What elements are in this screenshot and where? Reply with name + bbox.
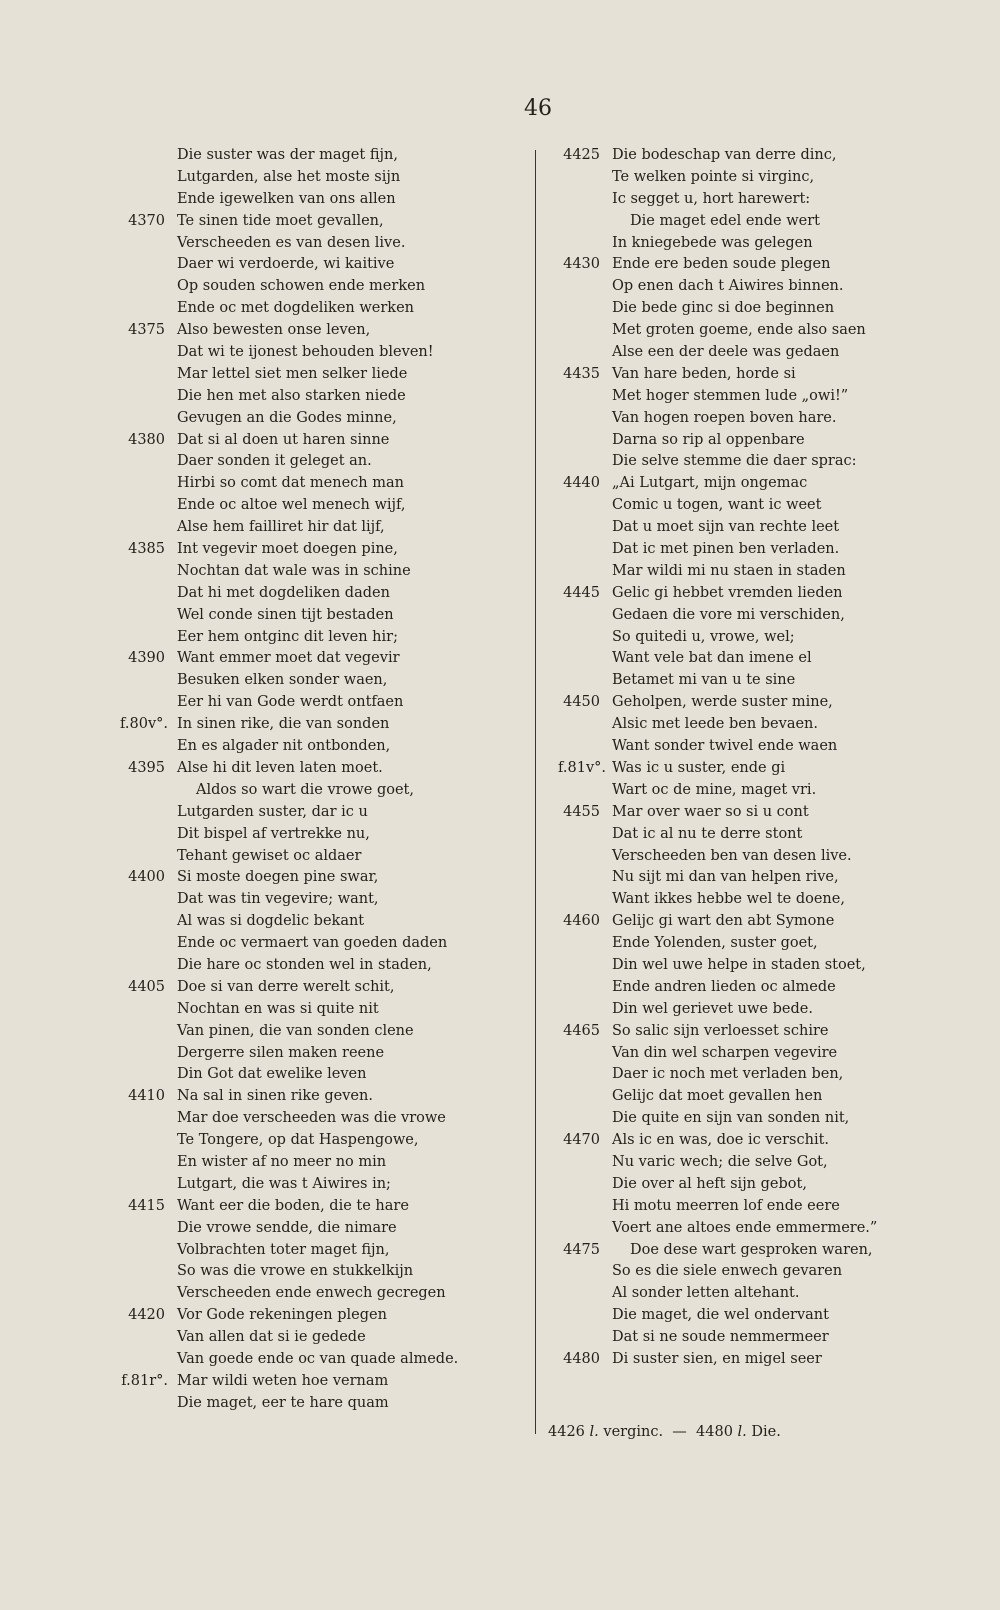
verse-line (100, 320, 500, 342)
verse-text: So es die siele enwech gevaren (612, 1263, 843, 1280)
verse-text: Comic u togen, want ic weet (612, 497, 822, 514)
verse-text: So salic sijn verloesset schire (612, 1022, 829, 1039)
verse-line (100, 605, 500, 627)
verse-text: Dat was tin vegevire; want, (177, 891, 379, 908)
verse-line (530, 933, 960, 955)
verse-text: Gelijc dat moet gevallen hen (612, 1088, 823, 1105)
verse-line (530, 561, 960, 583)
verse-number: 4390 (128, 650, 165, 667)
verse-line (100, 714, 500, 736)
verse-text: Lutgart, die was t Aiwires in; (177, 1175, 391, 1192)
verse-number: 4470 (563, 1132, 600, 1149)
verse-text: Aldos so wart die vrowe goet, (196, 781, 414, 798)
verse-line (530, 889, 960, 911)
verse-line (530, 364, 960, 386)
verse-line (530, 1283, 960, 1305)
verse-line (100, 999, 500, 1021)
verse-text: Want sonder twivel ende waen (612, 738, 838, 755)
verse-line (100, 1393, 500, 1415)
verse-line (530, 692, 960, 714)
verse-line (100, 1152, 500, 1174)
verse-line (100, 451, 500, 473)
verse-text: Mar wildi mi nu staen in staden (612, 562, 846, 579)
verse-line (100, 1196, 500, 1218)
verse-line (530, 824, 960, 846)
verse-text: Dit bispel af vertrekke nu, (177, 825, 370, 842)
verse-text: Verscheeden ende enwech gecregen (177, 1285, 446, 1302)
verse-text: Al sonder letten altehant. (612, 1285, 800, 1302)
verse-line (100, 233, 500, 255)
verse-text: Na sal in sinen rike geven. (177, 1088, 373, 1105)
verse-text: Nu varic wech; die selve Got, (612, 1153, 828, 1170)
verse-line (530, 714, 960, 736)
verse-number: 4395 (128, 759, 165, 776)
verse-text: Op souden schowen ende merken (177, 278, 426, 295)
verse-line (530, 955, 960, 977)
verse-line (100, 561, 500, 583)
verse-line (100, 1174, 500, 1196)
verse-line (100, 846, 500, 868)
verse-text: Daer ic noch met verladen ben, (612, 1066, 844, 1083)
verse-text: Dat ic met pinen ben verladen. (612, 541, 840, 558)
verse-text: Lutgarden, alse het moste sijn (177, 168, 401, 185)
verse-text: Vor Gode rekeningen plegen (177, 1307, 387, 1324)
verse-line (100, 145, 500, 167)
verse-line (100, 1218, 500, 1240)
verse-text: Want vele bat dan imene el (612, 650, 812, 667)
footnote (548, 1424, 781, 1440)
verse-text: Ende Yolenden, suster goet, (612, 935, 818, 952)
verse-line (530, 451, 960, 473)
verse-line (100, 933, 500, 955)
verse-line (530, 1261, 960, 1283)
verse-line (530, 167, 960, 189)
left-verse-column (100, 145, 500, 1415)
verse-text: Van hare beden, horde si (612, 365, 796, 382)
verse-text: Ende oc altoe wel menech wijf, (177, 497, 406, 514)
verse-line (100, 1108, 500, 1130)
folio-marker: f.81r°. (121, 1372, 168, 1389)
verse-text: Van pinen, die van sonden clene (177, 1022, 414, 1039)
verse-text: Din wel uwe helpe in staden stoet, (612, 956, 866, 973)
verse-text: Ende andren lieden oc almede (612, 978, 836, 995)
verse-line (530, 145, 960, 167)
verse-line (100, 627, 500, 649)
folio-marker: f.81v°. (558, 759, 606, 776)
verse-text: Din wel gerievet uwe bede. (612, 1000, 813, 1017)
verse-line (530, 495, 960, 517)
verse-text: Van allen dat si ie gedede (177, 1329, 366, 1346)
verse-number: 4445 (563, 584, 600, 601)
verse-line (530, 539, 960, 561)
verse-text: Eer hem ontginc dit leven hir; (177, 628, 398, 645)
verse-text: Mar wildi weten hoe vernam (177, 1372, 389, 1389)
verse-text: Die bede ginc si doe beginnen (612, 300, 835, 317)
verse-line (100, 889, 500, 911)
verse-line (100, 1086, 500, 1108)
footnote-line-number-1: 4426 (548, 1424, 585, 1440)
verse-line (100, 1240, 500, 1262)
verse-line (100, 211, 500, 233)
verse-number: 4430 (563, 256, 600, 273)
verse-text: Want eer die boden, die te hare (177, 1197, 409, 1214)
verse-text: In sinen rike, die van sonden (177, 716, 390, 733)
verse-number: 4375 (128, 322, 165, 339)
footnote-lees-1: l. (589, 1424, 599, 1440)
verse-text: Ende igewelken van ons allen (177, 190, 396, 207)
verse-line (530, 1043, 960, 1065)
verse-line (100, 342, 500, 364)
verse-line (530, 1196, 960, 1218)
verse-line (530, 1240, 960, 1262)
verse-number: 4380 (128, 431, 165, 448)
verse-text: Besuken elken sonder waen, (177, 672, 388, 689)
verse-text: Ende oc met dogdeliken werken (177, 300, 414, 317)
verse-line (100, 167, 500, 189)
verse-text: Van din wel scharpen vegevire (612, 1044, 838, 1061)
verse-text: Daer sonden it geleget an. (177, 453, 372, 470)
verse-line (100, 539, 500, 561)
verse-text: Was ic u suster, ende gi (612, 759, 786, 776)
verse-line (100, 189, 500, 211)
verse-text: Die maget edel ende wert (630, 212, 820, 229)
verse-line (100, 1349, 500, 1371)
verse-line (530, 627, 960, 649)
verse-text: Alse hi dit leven laten moet. (177, 759, 383, 776)
verse-number: 4415 (128, 1197, 165, 1214)
verse-line (530, 1086, 960, 1108)
verse-line (530, 867, 960, 889)
verse-text: Die vrowe sendde, die nimare (177, 1219, 397, 1236)
verse-text: Gedaen die vore mi verschiden, (612, 606, 845, 623)
verse-line (100, 1283, 500, 1305)
verse-text: Die hare oc stonden wel in staden, (177, 956, 432, 973)
verse-number: 4455 (563, 803, 600, 820)
verse-text: Din Got dat ewelike leven (177, 1066, 367, 1083)
verse-line (100, 583, 500, 605)
verse-line (100, 276, 500, 298)
verse-line (100, 298, 500, 320)
verse-number: 4405 (128, 978, 165, 995)
verse-line (530, 211, 960, 233)
verse-text: Geholpen, werde suster mine, (612, 694, 833, 711)
verse-text: En wister af no meer no min (177, 1153, 387, 1170)
verse-text: Nochtan dat wale was in schine (177, 562, 411, 579)
verse-line (530, 846, 960, 868)
verse-text: Gelijc gi wart den abt Symone (612, 913, 835, 930)
verse-text: Met hoger stemmen lude „owi!” (612, 387, 849, 404)
verse-line (100, 867, 500, 889)
verse-text: Mar lettel siet men selker liede (177, 365, 408, 382)
verse-text: Want emmer moet dat vegevir (177, 650, 400, 667)
verse-text: Doe si van derre werelt schit, (177, 978, 395, 995)
verse-line (530, 298, 960, 320)
verse-text: Betamet mi van u te sine (612, 672, 796, 689)
verse-line (530, 1064, 960, 1086)
verse-line (530, 517, 960, 539)
verse-line (100, 911, 500, 933)
footnote-line-number-2: 4480 (696, 1424, 733, 1440)
verse-line (100, 648, 500, 670)
verse-line (530, 605, 960, 627)
footnote-dash: — (672, 1424, 687, 1440)
verse-number: 4435 (563, 365, 600, 382)
verse-line (100, 802, 500, 824)
verse-line (530, 473, 960, 495)
verse-line (530, 320, 960, 342)
verse-line (100, 1130, 500, 1152)
folio-marker: f.80v°. (120, 716, 168, 733)
verse-line (100, 1064, 500, 1086)
verse-text: Daer wi verdoerde, wi kaitive (177, 256, 395, 273)
verse-text: Van goede ende oc van quade almede. (177, 1350, 459, 1367)
verse-text: Tehant gewiset oc aldaer (177, 847, 362, 864)
verse-text: Van hogen roepen boven hare. (612, 409, 837, 426)
verse-text: Wart oc de mine, maget vri. (612, 781, 817, 798)
verse-text: Int vegevir moet doegen pine, (177, 541, 398, 558)
verse-text: Met groten goeme, ende also saen (612, 322, 866, 339)
verse-number: 4385 (128, 541, 165, 558)
verse-text: Want ikkes hebbe wel te doene, (612, 891, 845, 908)
verse-text: Nochtan en was si quite nit (177, 1000, 379, 1017)
verse-text: Dat hi met dogdeliken daden (177, 584, 390, 601)
verse-line (530, 1349, 960, 1371)
verse-text: Mar doe verscheeden was die vrowe (177, 1110, 446, 1127)
verse-line (530, 670, 960, 692)
footnote-reading-2: Die. (751, 1424, 781, 1440)
verse-number: 4400 (128, 869, 165, 886)
verse-text: Ende oc vermaert van goeden daden (177, 935, 448, 952)
verse-text: Doe dese wart gesproken waren, (630, 1241, 873, 1258)
verse-line (100, 495, 500, 517)
verse-line (530, 189, 960, 211)
verse-number: 4425 (563, 147, 600, 163)
verse-line (530, 583, 960, 605)
verse-number: 4475 (563, 1241, 600, 1258)
verse-line (100, 780, 500, 802)
verse-line (530, 1305, 960, 1327)
verse-text: Si moste doegen pine swar, (177, 869, 379, 886)
verse-text: Die bodeschap van derre dinc, (612, 147, 837, 163)
verse-line (100, 736, 500, 758)
verse-line (530, 430, 960, 452)
footnote-lees-2: l. (737, 1424, 747, 1440)
verse-text: Alsic met leede ben bevaen. (612, 716, 818, 733)
verse-number: 4420 (128, 1307, 165, 1324)
verse-line (530, 1130, 960, 1152)
verse-line (100, 1261, 500, 1283)
verse-line (100, 1371, 500, 1393)
verse-text: Alse hem failliret hir dat lijf, (177, 519, 385, 536)
verse-line (530, 780, 960, 802)
verse-text: Hi motu meerren lof ende eere (612, 1197, 840, 1214)
footnote-reading-1: verginc. (603, 1424, 664, 1440)
verse-text: Verscheeden ben van desen live. (612, 847, 852, 864)
verse-line (100, 517, 500, 539)
right-verse-column (530, 145, 960, 1371)
verse-line (530, 1218, 960, 1240)
verse-text: Dat si al doen ut haren sinne (177, 431, 390, 448)
verse-text: So was die vrowe en stukkelkijn (177, 1263, 414, 1280)
page-number: 46 (524, 96, 552, 121)
verse-line (100, 1043, 500, 1065)
verse-line (100, 824, 500, 846)
verse-line (100, 758, 500, 780)
verse-text: Also bewesten onse leven, (177, 322, 371, 339)
verse-line (100, 1305, 500, 1327)
verse-line (100, 1327, 500, 1349)
verse-line (530, 1108, 960, 1130)
verse-line (530, 758, 960, 780)
verse-text: Hirbi so comt dat menech man (177, 475, 404, 492)
verse-text: Die maget, eer te hare quam (177, 1394, 389, 1411)
verse-line (530, 254, 960, 276)
verse-text: Die over al heft sijn gebot, (612, 1175, 807, 1192)
verse-text: Lutgarden suster, dar ic u (177, 803, 368, 820)
verse-line (530, 1152, 960, 1174)
verse-text: Gevugen an die Godes minne, (177, 409, 397, 426)
verse-text: So quitedi u, vrowe, wel; (612, 628, 795, 645)
verse-text: Dat u moet sijn van rechte leet (612, 519, 840, 536)
verse-text: Die hen met also starken niede (177, 387, 406, 404)
verse-text: Dat wi te ijonest behouden bleven! (177, 344, 434, 361)
verse-line (530, 386, 960, 408)
verse-number: 4440 (563, 475, 600, 492)
verse-number: 4460 (563, 913, 600, 930)
verse-number: 4370 (128, 212, 165, 229)
verse-line (100, 254, 500, 276)
verse-line (100, 955, 500, 977)
verse-text: Verscheeden es van desen live. (177, 234, 406, 251)
verse-line (100, 473, 500, 495)
verse-line (530, 342, 960, 364)
verse-number: 4480 (563, 1350, 600, 1367)
verse-text: „Ai Lutgart, mijn ongemac (612, 475, 808, 492)
verse-text: Die maget, die wel ondervant (612, 1307, 829, 1324)
verse-text: Voert ane altoes ende emmermere.” (612, 1219, 878, 1236)
verse-text: Dat ic al nu te derre stont (612, 825, 803, 842)
verse-text: Volbrachten toter maget fijn, (177, 1241, 390, 1258)
verse-text: Dergerre silen maken reene (177, 1044, 385, 1061)
verse-text: Wel conde sinen tijt bestaden (177, 606, 394, 623)
verse-line (100, 977, 500, 999)
verse-line (530, 736, 960, 758)
verse-line (530, 648, 960, 670)
verse-line (530, 276, 960, 298)
verse-line (530, 802, 960, 824)
verse-text: Op enen dach t Aiwires binnen. (612, 278, 844, 295)
verse-text: Te sinen tide moet gevallen, (177, 212, 384, 229)
verse-line (530, 1174, 960, 1196)
verse-line (530, 1327, 960, 1349)
verse-text: Te Tongere, op dat Haspengowe, (177, 1132, 419, 1149)
verse-text: Mar over waer so si u cont (612, 803, 809, 820)
verse-line (530, 977, 960, 999)
verse-number: 4410 (128, 1088, 165, 1105)
verse-line (100, 670, 500, 692)
verse-text: Gelic gi hebbet vremden lieden (612, 584, 843, 601)
verse-text: Ende ere beden soude plegen (612, 256, 831, 273)
verse-line (530, 999, 960, 1021)
verse-text: Eer hi van Gode werdt ontfaen (177, 694, 404, 711)
verse-text: In kniegebede was gelegen (612, 234, 813, 251)
verse-text: Dat si ne soude nemmermeer (612, 1329, 829, 1346)
verse-text: Nu sijt mi dan van helpen rive, (612, 869, 839, 886)
verse-text: Die suster was der maget fijn, (177, 147, 398, 163)
verse-number: 4465 (563, 1022, 600, 1039)
verse-line (100, 364, 500, 386)
verse-line (530, 911, 960, 933)
verse-text: Die selve stemme die daer sprac: (612, 453, 857, 470)
verse-line (530, 233, 960, 255)
verse-line (100, 408, 500, 430)
verse-line (100, 692, 500, 714)
verse-text: Al was si dogdelic bekant (177, 913, 365, 930)
verse-line (530, 1021, 960, 1043)
verse-text: Ic segget u, hort harewert: (612, 190, 811, 207)
verse-text: Darna so rip al oppenbare (612, 431, 805, 448)
verse-text: Di suster sien, en migel seer (612, 1350, 822, 1367)
verse-text: Als ic en was, doe ic verschit. (612, 1132, 830, 1149)
verse-number: 4450 (563, 694, 600, 711)
verse-line (100, 430, 500, 452)
verse-text: En es algader nit ontbonden, (177, 738, 391, 755)
verse-line (100, 1021, 500, 1043)
verse-text: Die quite en sijn van sonden nit, (612, 1110, 850, 1127)
verse-text: Te welken pointe si virginc, (612, 168, 815, 185)
verse-line (530, 408, 960, 430)
verse-text: Alse een der deele was gedaen (612, 344, 840, 361)
verse-line (100, 386, 500, 408)
